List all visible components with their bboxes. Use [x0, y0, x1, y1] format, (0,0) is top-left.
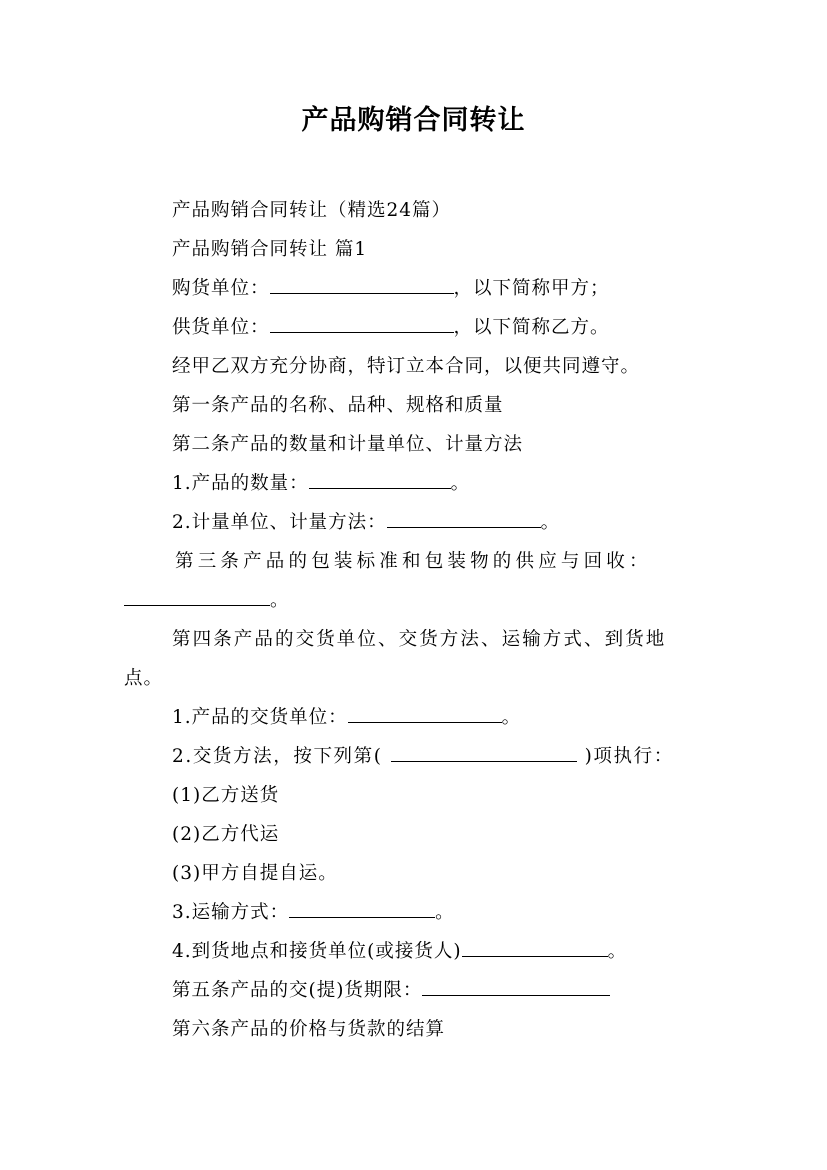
article-4-continuation-text: 点。 — [124, 668, 164, 689]
packaging-blank[interactable] — [124, 589, 270, 606]
option-3-line — [172, 860, 338, 888]
transport-line — [172, 899, 455, 927]
destination-line — [172, 938, 627, 966]
section-heading-text: 产品购销合同转让 篇1 — [172, 239, 368, 260]
article-4-line — [172, 626, 666, 654]
article-5-label: 第五条产品的交(提)货期限： — [172, 980, 423, 1001]
supplier-suffix: ，以下简称乙方。 — [453, 317, 610, 338]
option-2-line — [172, 821, 279, 849]
article-4-text: 第四条产品的交货单位、交货方法、运输方式、到货地 — [172, 629, 667, 650]
transport-suffix: 。 — [435, 902, 455, 923]
article-1-line — [172, 392, 504, 420]
buyer-suffix: ，以下简称甲方； — [453, 278, 610, 299]
destination-blank[interactable] — [462, 940, 608, 957]
article-3-line — [175, 548, 652, 576]
supplier-blank[interactable] — [270, 316, 454, 333]
delivery-unit-blank[interactable] — [348, 706, 502, 723]
subtitle-text: 产品购销合同转让（精选24篇） — [172, 200, 452, 221]
agreement-text: 经甲乙双方充分协商，特订立本合同，以便共同遵守。 — [172, 356, 641, 377]
measure-line — [172, 509, 560, 537]
delivery-unit-label: 1.产品的交货单位： — [172, 707, 348, 728]
article-3-continuation-line — [124, 587, 290, 615]
buyer-blank[interactable] — [270, 277, 454, 294]
measure-suffix: 。 — [540, 512, 561, 533]
measure-blank[interactable] — [387, 511, 541, 528]
document-title: 产品购销合同转让 — [301, 105, 526, 136]
option-1-line — [172, 782, 279, 810]
quantity-line — [172, 470, 470, 498]
delivery-method-label: 2.交货方法，按下列第( — [172, 746, 383, 767]
quantity-blank[interactable] — [309, 472, 451, 489]
article-2-text: 第二条产品的数量和计量单位、计量方法 — [172, 434, 524, 455]
deadline-blank[interactable] — [422, 979, 610, 996]
destination-label: 4.到货地点和接货单位(或接货人) — [172, 941, 462, 962]
supplier-line — [172, 314, 610, 342]
option-2-text: (2)乙方代运 — [172, 824, 280, 845]
packaging-suffix: 。 — [270, 590, 290, 611]
section-heading-line — [172, 236, 367, 264]
buyer-label: 购货单位： — [172, 278, 270, 299]
agreement-line — [172, 353, 640, 381]
quantity-label: 1.产品的数量： — [172, 473, 309, 494]
transport-label: 3.运输方式： — [172, 902, 290, 923]
article-6-line — [172, 1016, 445, 1044]
subtitle-line — [172, 197, 451, 225]
article-1-text: 第一条产品的名称、品种、规格和质量 — [172, 395, 504, 416]
option-3-text: (3)甲方自提自运。 — [172, 863, 338, 884]
destination-suffix: 。 — [607, 941, 628, 962]
option-1-text: (1)乙方送货 — [172, 785, 280, 806]
supplier-label: 供货单位： — [172, 317, 270, 338]
measure-label: 2.计量单位、计量方法： — [172, 512, 387, 533]
article-2-line — [172, 431, 523, 459]
delivery-unit-line — [172, 704, 521, 732]
article-3-text: 第三条产品的包装标准和包装物的供应与回收： — [175, 551, 652, 572]
article-6-text: 第六条产品的价格与货款的结算 — [172, 1019, 446, 1040]
article-4-continuation-line — [124, 665, 163, 693]
article-5-line — [172, 977, 610, 1005]
delivery-unit-suffix: 。 — [501, 707, 522, 728]
quantity-suffix: 。 — [450, 473, 471, 494]
delivery-method-suffix: )项执行： — [584, 746, 674, 767]
delivery-method-blank[interactable] — [391, 745, 577, 762]
delivery-method-line — [172, 743, 674, 771]
buyer-line — [172, 275, 610, 303]
transport-blank[interactable] — [289, 901, 435, 918]
